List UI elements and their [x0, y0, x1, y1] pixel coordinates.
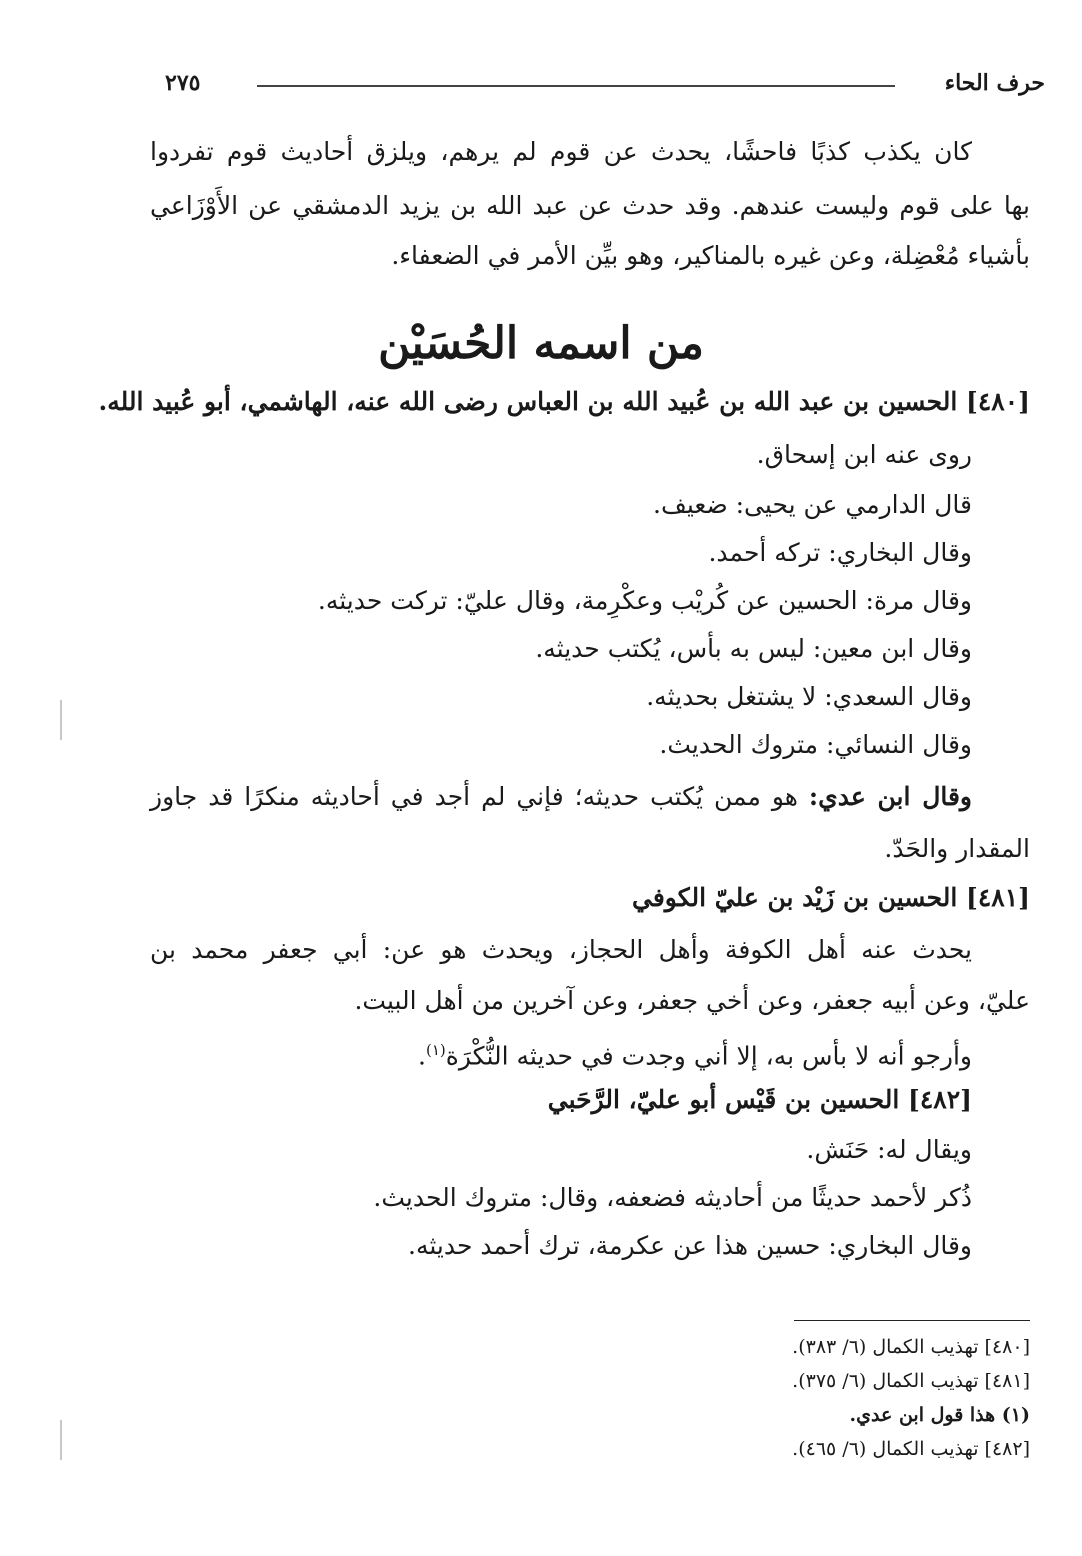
- entry-480-line: وقال البخاري: تركه أحمد.: [708, 538, 972, 567]
- entry-480-heading: [٤٨٠] الحسين بن عبد الله بن عُبيد الله بن العباس رضى الله عنه، الهاشمي، أبو عُبيد الله.: [98, 387, 1030, 416]
- footnote-rule: [794, 1320, 1030, 1321]
- entry-481-line-3: [418, 1030, 972, 1076]
- running-title: حرف الحاء: [944, 70, 1045, 96]
- footnote-item: (١) هذا قول ابن عدي.: [849, 1404, 1030, 1426]
- entry-482-line: ذُكر لأحمد حديثًا من أحاديثه فضعفه، وقال: متروك الحديث.: [373, 1183, 972, 1212]
- header-rule: [257, 85, 895, 87]
- entry-481-heading: [٤٨١] الحسين بن زَيْد بن عليّ الكوفي: [631, 883, 1030, 912]
- entry-481-line-3-end: .: [418, 1041, 426, 1071]
- entry-482-line: ويقال له: حَنَش.: [806, 1135, 972, 1164]
- entry-480-line: وقال مرة: الحسين عن كُريْب وعكْرِمة، وقال عليّ: تركت حديثه.: [317, 586, 972, 615]
- entry-482-heading: [٤٨٢] الحسين بن قَيْس أبو عليّ، الرَّحَبي: [547, 1085, 972, 1114]
- continuation-line-3: بأشياء مُعْضِلة، وعن غيره بالمناكير، وهو بيِّن الأمر في الضعفاء.: [391, 241, 1030, 270]
- entry-480-ibn-adi-line: [150, 777, 972, 817]
- footnote-item: [٤٨٢] تهذيب الكمال (٦/ ٤٦٥).: [792, 1438, 1030, 1460]
- page-number: ٢٧٥: [165, 70, 201, 96]
- footnote-item: [٤٨٠] تهذيب الكمال (٦/ ٣٨٣).: [792, 1336, 1030, 1358]
- footnote-item: [٤٨١] تهذيب الكمال (٦/ ٣٧٥).: [792, 1370, 1030, 1392]
- continuation-line-2: بها على قوم وليست عندهم. وقد حدث عن عبد الله بن يزيد الدمشقي عن الأَوْزَاعي: [150, 191, 1030, 220]
- continuation-line-1: كان يكذب كذبًا فاحشًا، يحدث عن قوم لم يرهم، ويلزق أحاديث قوم تفردوا: [150, 137, 972, 166]
- entry-480-line: وقال السعدي: لا يشتغل بحديثه.: [646, 682, 972, 711]
- entry-481-line-1: يحدث عنه أهل الكوفة وأهل الحجاز، ويحدث هو عن: أبي جعفر محمد بن: [150, 935, 972, 964]
- entry-480-line: روى عنه ابن إسحاق.: [756, 440, 972, 469]
- ibn-adi-text: هو ممن يُكتب حديثه؛ فإني لم أجد في أحاديثه منكرًا قد جاوز: [150, 782, 798, 811]
- entry-480-line: وقال ابن معين: ليس به بأس، يُكتب حديثه.: [535, 634, 972, 663]
- footnote-marker: (١): [425, 1041, 446, 1059]
- gutter-mark: [60, 700, 62, 740]
- page-header: [165, 70, 1045, 104]
- ibn-adi-label: وقال ابن عدي:: [808, 782, 972, 811]
- entry-480-line: قال الدارمي عن يحيى: ضعيف.: [653, 490, 972, 519]
- entry-480-ibn-adi-end: المقدار والحَدّ.: [884, 834, 1030, 863]
- entry-482-line: وقال البخاري: حسين هذا عن عكرمة، ترك أحمد حديثه.: [408, 1231, 972, 1260]
- gutter-mark: [60, 1420, 62, 1460]
- entry-480-line: وقال النسائي: متروك الحديث.: [659, 730, 972, 759]
- section-title: من اسمه الحُسَيْن: [378, 318, 704, 369]
- entry-481-line-3-text: وأرجو أنه لا بأس به، إلا أني وجدت في حديثه النُّكْرَة: [445, 1041, 972, 1071]
- entry-481-line-2: عليّ، وعن أبيه جعفر، وعن أخي جعفر، وعن آخرين من أهل البيت.: [354, 986, 1030, 1015]
